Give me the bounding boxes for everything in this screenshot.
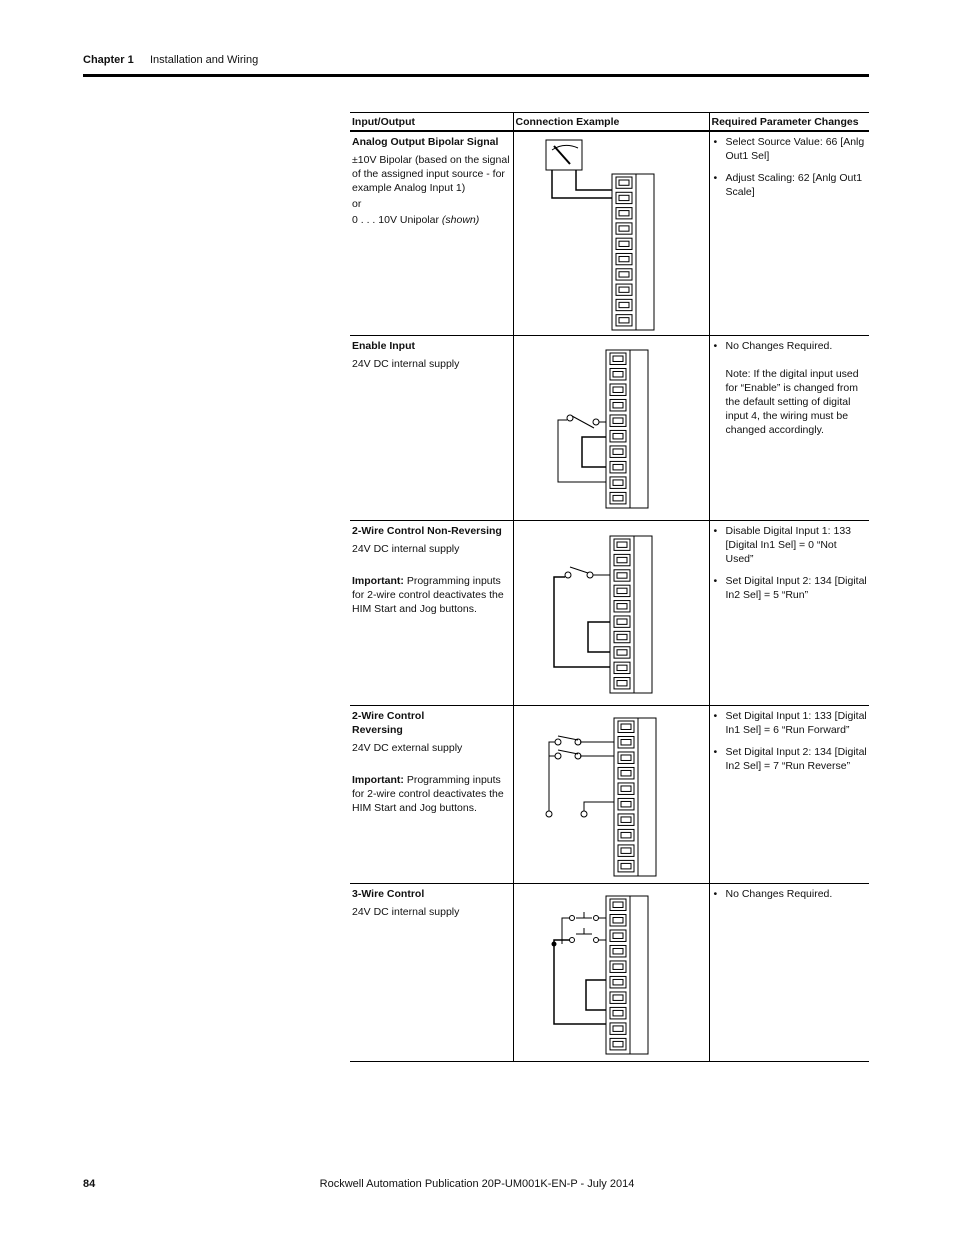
changes-cell (709, 131, 869, 335)
row-title: Analog Output Bipolar Signal (352, 136, 499, 148)
change-item: • Select Source Value: 66 [Anlg Out1 Sel] (726, 135, 868, 163)
row-text: 24V DC internal supply (352, 357, 460, 370)
connection-table (350, 112, 869, 1062)
row-text: 24V DC internal supply (352, 905, 460, 918)
table-row (350, 131, 869, 335)
enable-input-diagram (514, 336, 708, 519)
changes-cell (709, 335, 869, 520)
changes-cell (709, 883, 869, 1061)
change-item: • No Changes Required. (726, 887, 868, 901)
change-item: • Set Digital Input 2: 134 [Digital In2 Sel] = 5 “Run” (726, 574, 868, 602)
diagram-cell (513, 335, 709, 520)
important-note: Important: Programming inputs for 2-wire control deactivates the HIM Start and Jog buttons. (352, 773, 504, 814)
section-title: Installation and Wiring (150, 54, 259, 66)
header-rule (83, 74, 869, 77)
changes-cell (709, 520, 869, 705)
three-wire-diagram (514, 884, 708, 1060)
diagram-cell (513, 520, 709, 705)
io-cell (350, 520, 513, 705)
terminal-block (606, 896, 648, 1054)
table-row (350, 883, 869, 1061)
change-item: • No Changes Required. Note: If the digital input used for “Enable” is changed from the default setting of digital input 4, the wiring must be changed accordingly. (726, 339, 868, 437)
io-cell (350, 883, 513, 1061)
diagram-cell (513, 131, 709, 335)
row-title: 2-Wire Control Non-Reversing (352, 524, 502, 537)
terminal-block (610, 536, 652, 693)
row-text: 24V DC internal supply (352, 542, 460, 555)
meter-icon (546, 140, 582, 170)
row-text: 24V DC external supply (352, 741, 463, 754)
io-cell (350, 131, 513, 335)
change-item: • Disable Digital Input 1: 133 [Digital In1 Sel] = 0 “Not Used” (726, 524, 868, 566)
running-header (83, 54, 259, 66)
column-header: Required Parameter Changes (709, 113, 869, 132)
row-text: or (352, 198, 362, 210)
two-wire-reversing-diagram (514, 706, 708, 882)
column-header: Input/Output (350, 113, 513, 132)
row-title: Enable Input (352, 339, 415, 352)
change-item: • Adjust Scaling: 62 [Anlg Out1 Scale] (726, 171, 868, 199)
page-number: 84 (83, 1178, 96, 1190)
analog-output-diagram (514, 132, 708, 334)
table-header-row (350, 113, 869, 132)
changes-cell (709, 705, 869, 883)
terminal-block (606, 350, 648, 508)
note-text: Note: If the digital input used for “Enable” is changed from the default setting of digital input 4, the wiring must be changed accordingly. (725, 367, 859, 436)
io-cell (350, 335, 513, 520)
terminal-block (612, 174, 654, 330)
table-row (350, 705, 869, 883)
column-header: Connection Example (513, 113, 709, 132)
table-row (350, 335, 869, 520)
table-row (350, 520, 869, 705)
change-item: • Set Digital Input 2: 134 [Digital In2 Sel] = 7 “Run Reverse” (726, 745, 868, 773)
row-title: 2-Wire Control Reversing (352, 709, 425, 736)
change-item: • Set Digital Input 1: 133 [Digital In1 Sel] = 6 “Run Forward” (726, 709, 868, 737)
chapter-label: Chapter 1 (83, 54, 134, 66)
two-wire-nonreversing-diagram (514, 521, 708, 704)
important-note: Important: Programming inputs for 2-wire control deactivates the HIM Start and Jog buttons. (352, 574, 504, 615)
publication-footer: Rockwell Automation Publication 20P-UM001K-EN-P - July 2014 (319, 1178, 635, 1190)
row-text: ±10V Bipolar (based on the signal of the assigned input source - for example Analog Input 1) (352, 154, 510, 194)
io-cell (350, 705, 513, 883)
row-text: 0 . . . 10V Unipolar (shown) (352, 214, 480, 226)
diagram-cell (513, 883, 709, 1061)
diagram-cell (513, 705, 709, 883)
row-title: 3-Wire Control (352, 887, 425, 900)
terminal-block (614, 718, 656, 876)
